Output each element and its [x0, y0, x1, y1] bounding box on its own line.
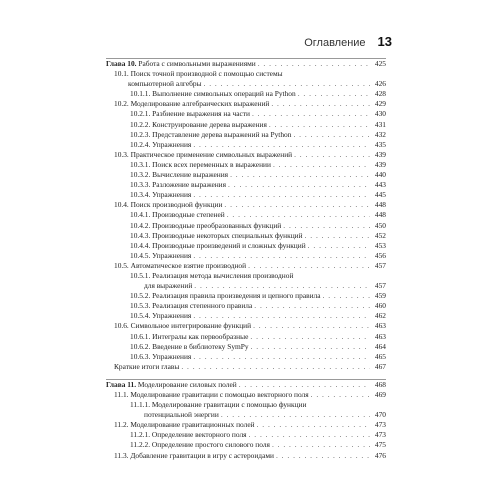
chapter-label: Глава 11. [106, 379, 137, 389]
toc-entry-title: 10.4.2. Производные преобразованных функций [130, 220, 282, 230]
toc-entry[interactable] [106, 342, 386, 352]
dot-leader [323, 291, 370, 301]
toc-entry-title: 10.2.4. Упражнения [130, 139, 192, 149]
toc-entry-line [130, 410, 386, 420]
dot-leader [181, 362, 370, 372]
dot-leader [193, 251, 370, 261]
toc-entry[interactable] [106, 89, 386, 99]
dot-leader [251, 342, 370, 352]
toc-entry-title-line: 10.5.1. Реализация метода вычисления производной [130, 270, 294, 280]
dot-leader [283, 221, 370, 231]
toc-entry-title: 10.3.4. Упражнения [130, 190, 192, 200]
toc-entry-title: 11.2.1. Определение векторного поля [130, 430, 247, 440]
dot-leader [204, 79, 370, 89]
chapter-title [106, 59, 256, 69]
toc-page-number: 450 [374, 220, 386, 230]
table-of-contents [106, 58, 386, 461]
toc-page-number: 470 [374, 410, 386, 420]
dot-leader [221, 410, 370, 420]
toc-entry[interactable] [106, 451, 386, 461]
toc-entry[interactable] [106, 150, 386, 160]
toc-page-number: 476 [374, 450, 386, 460]
dot-leader [249, 430, 370, 440]
toc-entry[interactable] [106, 291, 386, 301]
toc-entry[interactable] [106, 69, 386, 89]
toc-page-number: 432 [374, 129, 386, 139]
chapter-title [106, 380, 237, 390]
toc-entry-title: 10.3.1. Поиск всех переменных в выражении [130, 159, 271, 169]
toc-chapter [106, 59, 386, 372]
toc-entry-title: 10.3.3. Разложение выражения [130, 180, 227, 190]
toc-page-number: 452 [374, 230, 386, 240]
toc-entry[interactable] [106, 311, 386, 321]
toc-entry[interactable] [106, 352, 386, 362]
toc-entry-title: 11.3. Добавление гравитации в игру с астероидами [114, 450, 274, 460]
toc-page-number: 467 [374, 361, 386, 371]
dot-leader [248, 261, 370, 271]
toc-entry-title: потенциальной энергии [144, 410, 219, 420]
toc-entry-title: 10.4. Поиск производной функции [114, 200, 223, 210]
toc-entry-title: 10.2.3. Представление дерева выражений на Python [130, 129, 292, 139]
dot-leader [253, 321, 370, 331]
dot-leader [271, 99, 370, 109]
toc-entry-title: 10.6.2. Введение в библиотеку SymPy [130, 341, 249, 351]
toc-chapter [106, 380, 386, 461]
toc-entry-title: 10.4.4. Производные произведений и сложных функций [130, 240, 306, 250]
dot-leader [193, 190, 370, 200]
toc-page-number: 435 [374, 139, 386, 149]
toc-entry-title: 10.6.3. Упражнения [130, 351, 192, 361]
toc-entry-title: 10.4.1. Производные степеней [130, 210, 225, 220]
dot-leader [305, 231, 370, 241]
toc-entry-title: 10.5.2. Реализация правила произведения и цепного правила [130, 291, 321, 301]
toc-entry-title: компьютерной алгебры [128, 79, 202, 89]
dot-leader [257, 420, 370, 430]
dot-leader [273, 160, 370, 170]
toc-entry-title: 10.3.2. Вычисление выражения [130, 170, 229, 180]
toc-page-number: 443 [374, 180, 386, 190]
dot-leader [193, 352, 370, 362]
dot-leader [224, 200, 370, 210]
toc-entry-title: 10.4.5. Упражнения [130, 250, 192, 260]
toc-page-number: 457 [374, 260, 386, 270]
toc-page-number: 463 [374, 321, 386, 331]
toc-page-number: 469 [374, 390, 386, 399]
toc-entry-line [130, 281, 386, 291]
dot-leader [228, 180, 370, 190]
toc-entry-title: для выражений [144, 281, 193, 291]
toc-entry[interactable] [106, 420, 386, 430]
dot-leader [194, 281, 370, 291]
dot-leader [308, 241, 370, 251]
chapter-gap [106, 372, 386, 379]
toc-entry[interactable] [106, 221, 386, 231]
toc-chapter-heading[interactable] [106, 59, 386, 69]
toc-entry-title: Краткие итоги главы [114, 361, 180, 371]
toc-page-number: 457 [374, 281, 386, 291]
toc-page-number: 440 [374, 170, 386, 180]
toc-page-number: 473 [374, 420, 386, 430]
toc-entry[interactable] [106, 430, 386, 440]
toc-entry[interactable] [106, 140, 386, 150]
toc-entry-title: 10.2. Моделирование алгебраических выражений [114, 99, 270, 109]
dot-leader [239, 380, 370, 390]
dot-leader [294, 150, 370, 160]
toc-entry-title: 11.2. Моделирование гравитационных полей [114, 420, 255, 430]
toc-entry[interactable] [106, 109, 386, 119]
toc-page-number: 453 [374, 240, 386, 250]
toc-entry-title-line: 11.1.1. Моделирование гравитации с помощью функции [130, 400, 307, 410]
toc-entry-title: 11.1. Моделирование гравитации с помощью векторного поля [114, 390, 309, 399]
dot-leader [272, 440, 370, 450]
toc-entry-line [114, 79, 386, 89]
toc-entry-title: 10.3. Практическое применение символьных выражений [114, 149, 293, 159]
toc-entry[interactable] [106, 170, 386, 180]
toc-page-number: 473 [374, 430, 386, 440]
toc-page-number: 459 [374, 291, 386, 301]
toc-page-number: 425 [374, 59, 386, 68]
toc-entry[interactable] [106, 271, 386, 291]
dot-leader [311, 390, 370, 400]
toc-entry[interactable] [106, 99, 386, 109]
toc-page-number: 460 [374, 301, 386, 311]
toc-entry-title: 10.6. Символьное интегрирование функций [114, 321, 252, 331]
dot-leader [298, 89, 370, 99]
toc-entry[interactable] [106, 400, 386, 420]
toc-entry[interactable] [106, 390, 386, 400]
toc-page-number: 445 [374, 190, 386, 200]
toc-entry-title: 10.5. Автоматическое взятие производной [114, 260, 247, 270]
dot-leader [230, 170, 370, 180]
toc-page-number: 456 [374, 250, 386, 260]
toc-entry-title: 10.5.4. Упражнения [130, 311, 192, 321]
dot-leader [254, 301, 370, 311]
toc-entry-title-line: 10.1. Поиск точной производной с помощью системы [114, 69, 283, 79]
dot-leader [269, 120, 370, 130]
toc-page-number: 428 [374, 89, 386, 99]
page-header [304, 34, 392, 49]
toc-page-number: 426 [374, 79, 386, 89]
toc-entry-title: 10.5.3. Реализация степенного правила [130, 301, 253, 311]
chapter-name: Работа с символьными выражениями [136, 59, 256, 68]
toc-entry-title: 10.1.1. Выполнение символьных операций на Python [130, 89, 296, 99]
toc-page-number: 475 [374, 440, 386, 450]
toc-entry[interactable] [106, 241, 386, 251]
toc-entry[interactable] [106, 190, 386, 200]
toc-page-number: 468 [374, 379, 386, 389]
toc-entry-title: 10.2.2. Конструирование дерева выражения [130, 119, 267, 129]
dot-leader [258, 59, 370, 69]
dot-leader [252, 109, 370, 119]
dot-leader [193, 311, 370, 321]
toc-page-number: 429 [374, 99, 386, 109]
toc-page-number: 448 [374, 210, 386, 220]
dot-leader [276, 451, 370, 461]
toc-page-number: 430 [374, 109, 386, 119]
toc-entry[interactable] [106, 180, 386, 190]
toc-page-number: 465 [374, 351, 386, 361]
toc-entry[interactable] [106, 231, 386, 241]
toc-entry[interactable] [106, 160, 386, 170]
chapter-label: Глава 10. [106, 59, 137, 68]
chapter-name: Моделирование силовых полей [136, 379, 237, 389]
toc-entry-title: 11.2.2. Определение простого силового поля [130, 440, 270, 450]
toc-page-number: 439 [374, 149, 386, 159]
toc-entry[interactable] [106, 251, 386, 261]
toc-page-number: 431 [374, 119, 386, 129]
dot-leader [250, 332, 370, 342]
toc-chapter-heading[interactable] [106, 380, 386, 390]
toc-entry[interactable] [106, 332, 386, 342]
toc-page-number: 463 [374, 331, 386, 341]
toc-entry[interactable] [106, 321, 386, 331]
page-number: 13 [377, 34, 392, 49]
dot-leader [193, 140, 370, 150]
toc-entry-title: 10.2.1. Разбиение выражения на части [130, 109, 250, 119]
toc-page-number: 448 [374, 200, 386, 210]
running-title: Оглавление [304, 37, 366, 49]
toc-entry-title: 10.4.3. Производные некоторых специальных функций [130, 230, 303, 240]
toc-entry[interactable] [106, 301, 386, 311]
toc-entry[interactable] [106, 120, 386, 130]
toc-entry[interactable] [106, 130, 386, 140]
toc-entry[interactable] [106, 440, 386, 450]
toc-entry[interactable] [106, 200, 386, 210]
dot-leader [227, 210, 370, 220]
toc-page-number: 439 [374, 159, 386, 169]
toc-entry[interactable] [106, 210, 386, 220]
dot-leader [293, 130, 370, 140]
toc-entry[interactable] [106, 362, 386, 372]
toc-entry-title: 10.6.1. Интегралы как первообразные [130, 331, 249, 341]
toc-page-number: 462 [374, 311, 386, 321]
toc-page-number: 464 [374, 341, 386, 351]
toc-entry[interactable] [106, 261, 386, 271]
